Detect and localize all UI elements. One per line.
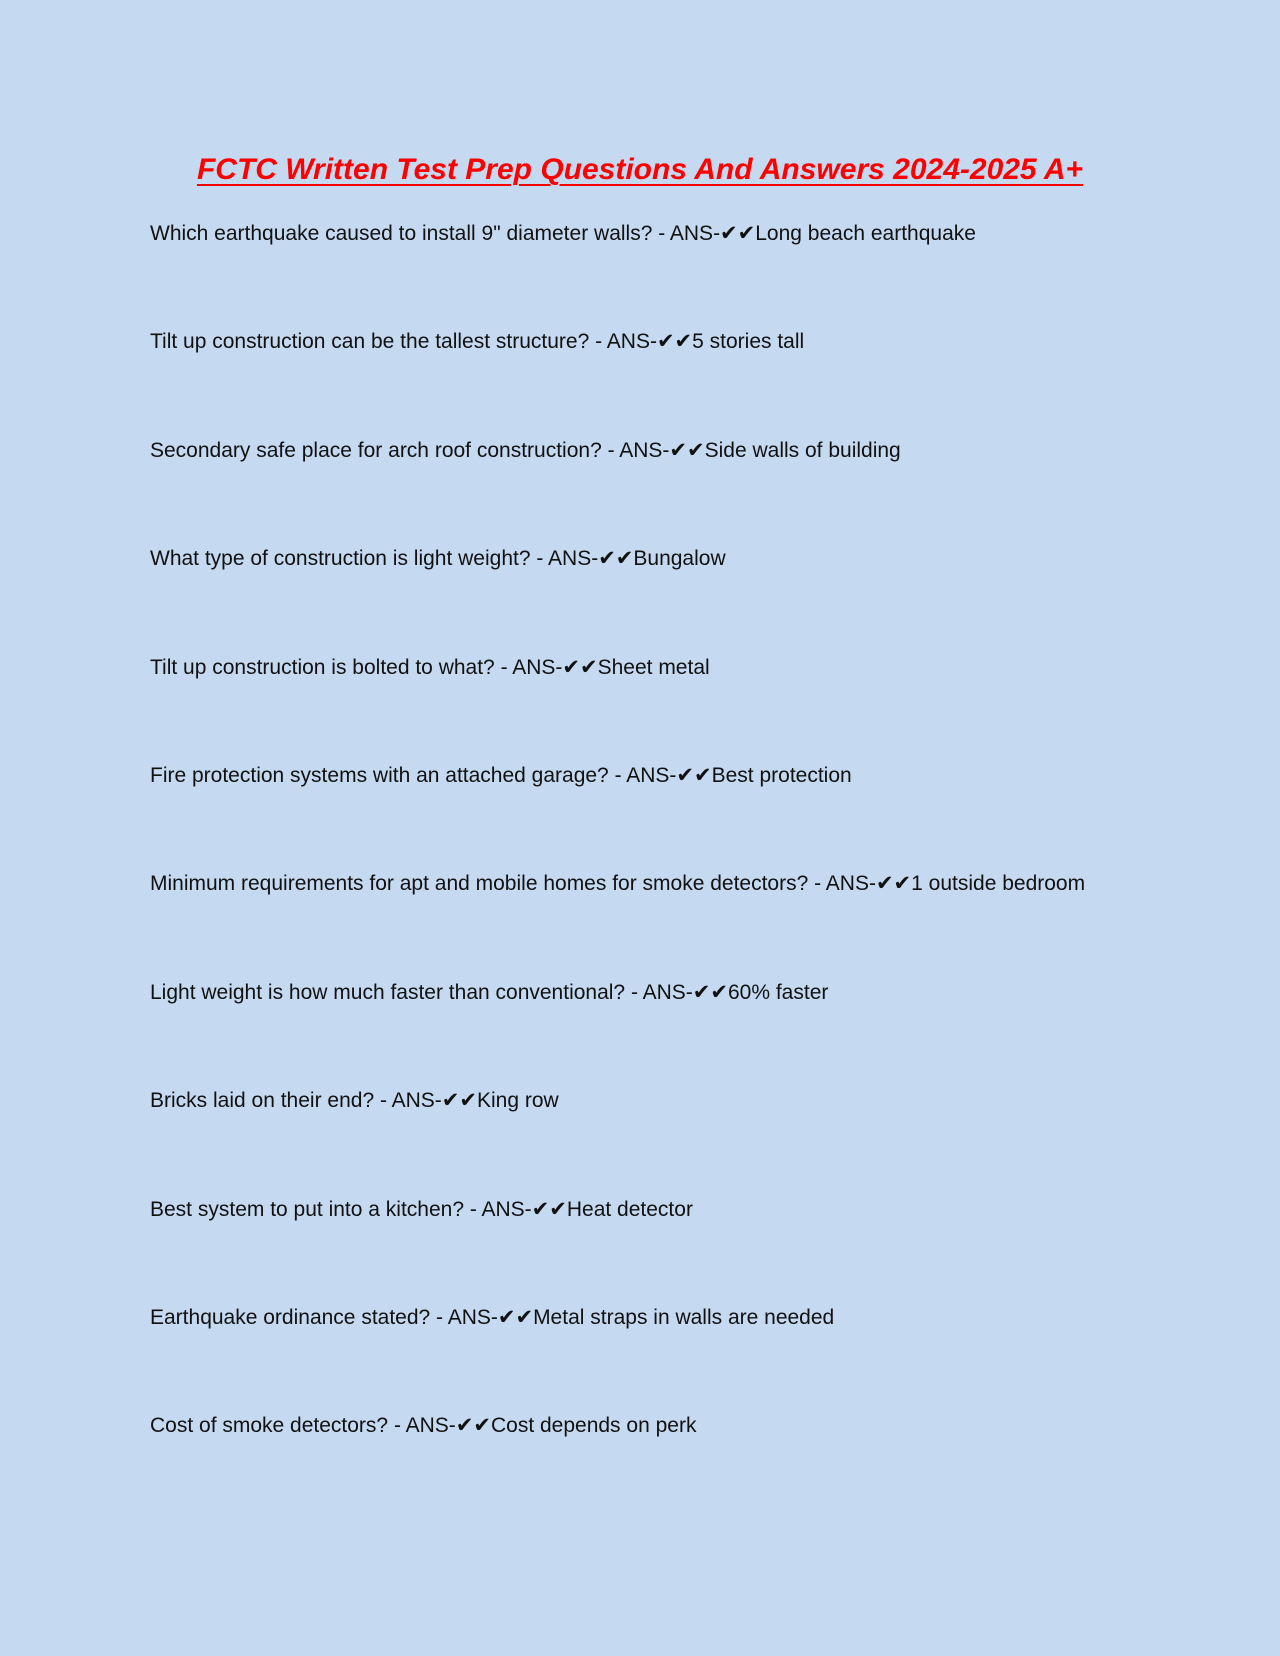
qa-item: Secondary safe place for arch roof construction? - ANS-✔✔Side walls of building	[150, 438, 901, 462]
qa-item: Fire protection systems with an attached garage? - ANS-✔✔Best protection	[150, 763, 852, 787]
qa-item: Bricks laid on their end? - ANS-✔✔King row	[150, 1089, 559, 1113]
qa-item: Cost of smoke detectors? - ANS-✔✔Cost depends on perk	[150, 1414, 697, 1438]
qa-item: Best system to put into a kitchen? - ANS-✔✔Heat detector	[150, 1197, 693, 1221]
qa-item: Light weight is how much faster than conventional? - ANS-✔✔60% faster	[150, 980, 829, 1004]
qa-list	[150, 217, 1250, 1518]
qa-item: Minimum requirements for apt and mobile homes for smoke detectors? - ANS-✔✔1 outside bedroom	[150, 872, 1086, 896]
document-title: FCTC Written Test Prep Questions And Answers 2024-2025 A+	[196, 153, 1084, 186]
qa-item: Tilt up construction can be the tallest structure? - ANS-✔✔5 stories tall	[150, 330, 805, 354]
qa-item: Earthquake ordinance stated? - ANS-✔✔Metal straps in walls are needed	[150, 1305, 835, 1329]
qa-item: Which earthquake caused to install 9" diameter walls? - ANS-✔✔Long beach earthquake	[150, 222, 976, 245]
qa-item: What type of construction is light weight? - ANS-✔✔Bungalow	[150, 547, 726, 571]
qa-item: Tilt up construction is bolted to what? - ANS-✔✔Sheet metal	[150, 655, 710, 679]
